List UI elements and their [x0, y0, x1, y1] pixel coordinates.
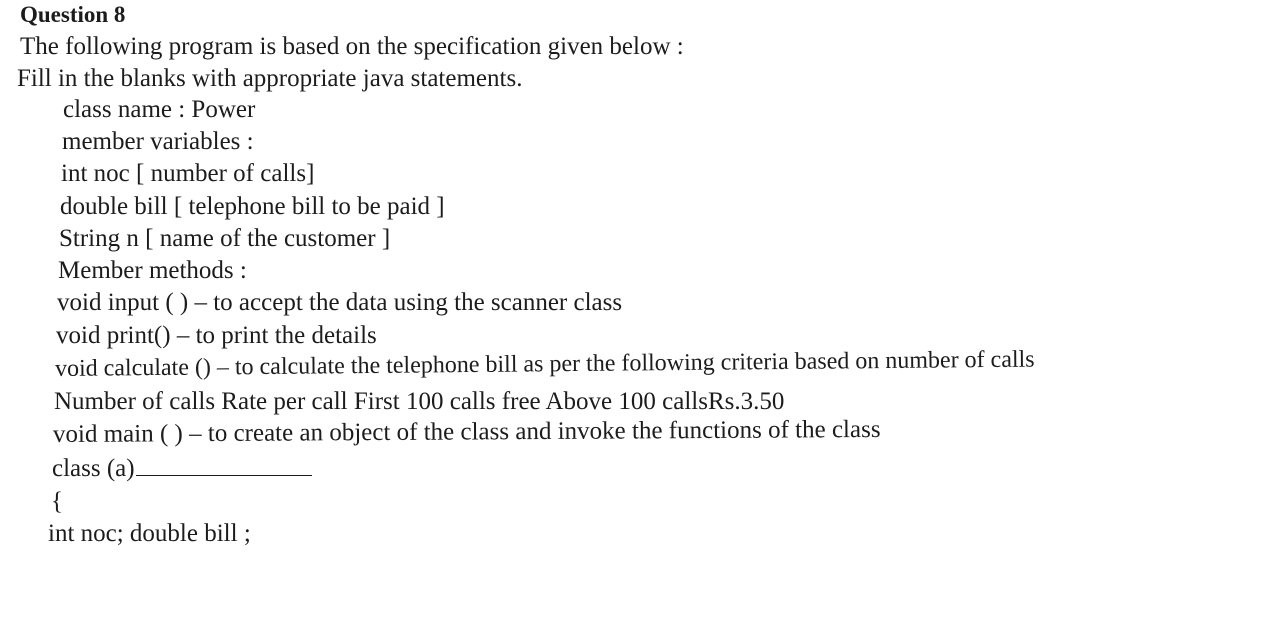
code-class-declaration — [52, 454, 312, 484]
spec-member-methods: Member methods : — [58, 257, 247, 284]
intro-line-1: The following program is based on the specification given below : — [20, 33, 684, 60]
spec-var-noc: int noc [ number of calls] — [61, 160, 315, 187]
code-class-text: class (a) — [52, 455, 135, 482]
spec-var-bill: double bill [ telephone bill to be paid ] — [60, 193, 445, 220]
spec-member-variables: member variables : — [62, 128, 254, 155]
code-declarations: int noc; double bill ; — [48, 520, 251, 547]
answer-blank-a[interactable] — [136, 455, 312, 476]
spec-method-print: void print() – to print the details — [56, 322, 377, 349]
code-open-brace: { — [51, 488, 63, 515]
spec-class-name: class name : Power — [63, 96, 256, 123]
spec-method-main: void main ( ) – to create an object of the class and invoke the functions of the class — [52, 415, 881, 448]
question-title: Question 8 — [20, 2, 126, 27]
spec-method-input: void input ( ) – to accept the data using the scanner class — [57, 289, 623, 316]
spec-criteria: Number of calls Rate per call First 100 calls free Above 100 callsRs.3.50 — [54, 388, 785, 415]
intro-line-2: Fill in the blanks with appropriate java statements. — [17, 65, 523, 92]
spec-method-calculate: void calculate () – to calculate the telephone bill as per the following criteria based on number of calls — [54, 346, 1035, 382]
spec-var-n: String n [ name of the customer ] — [59, 225, 391, 252]
